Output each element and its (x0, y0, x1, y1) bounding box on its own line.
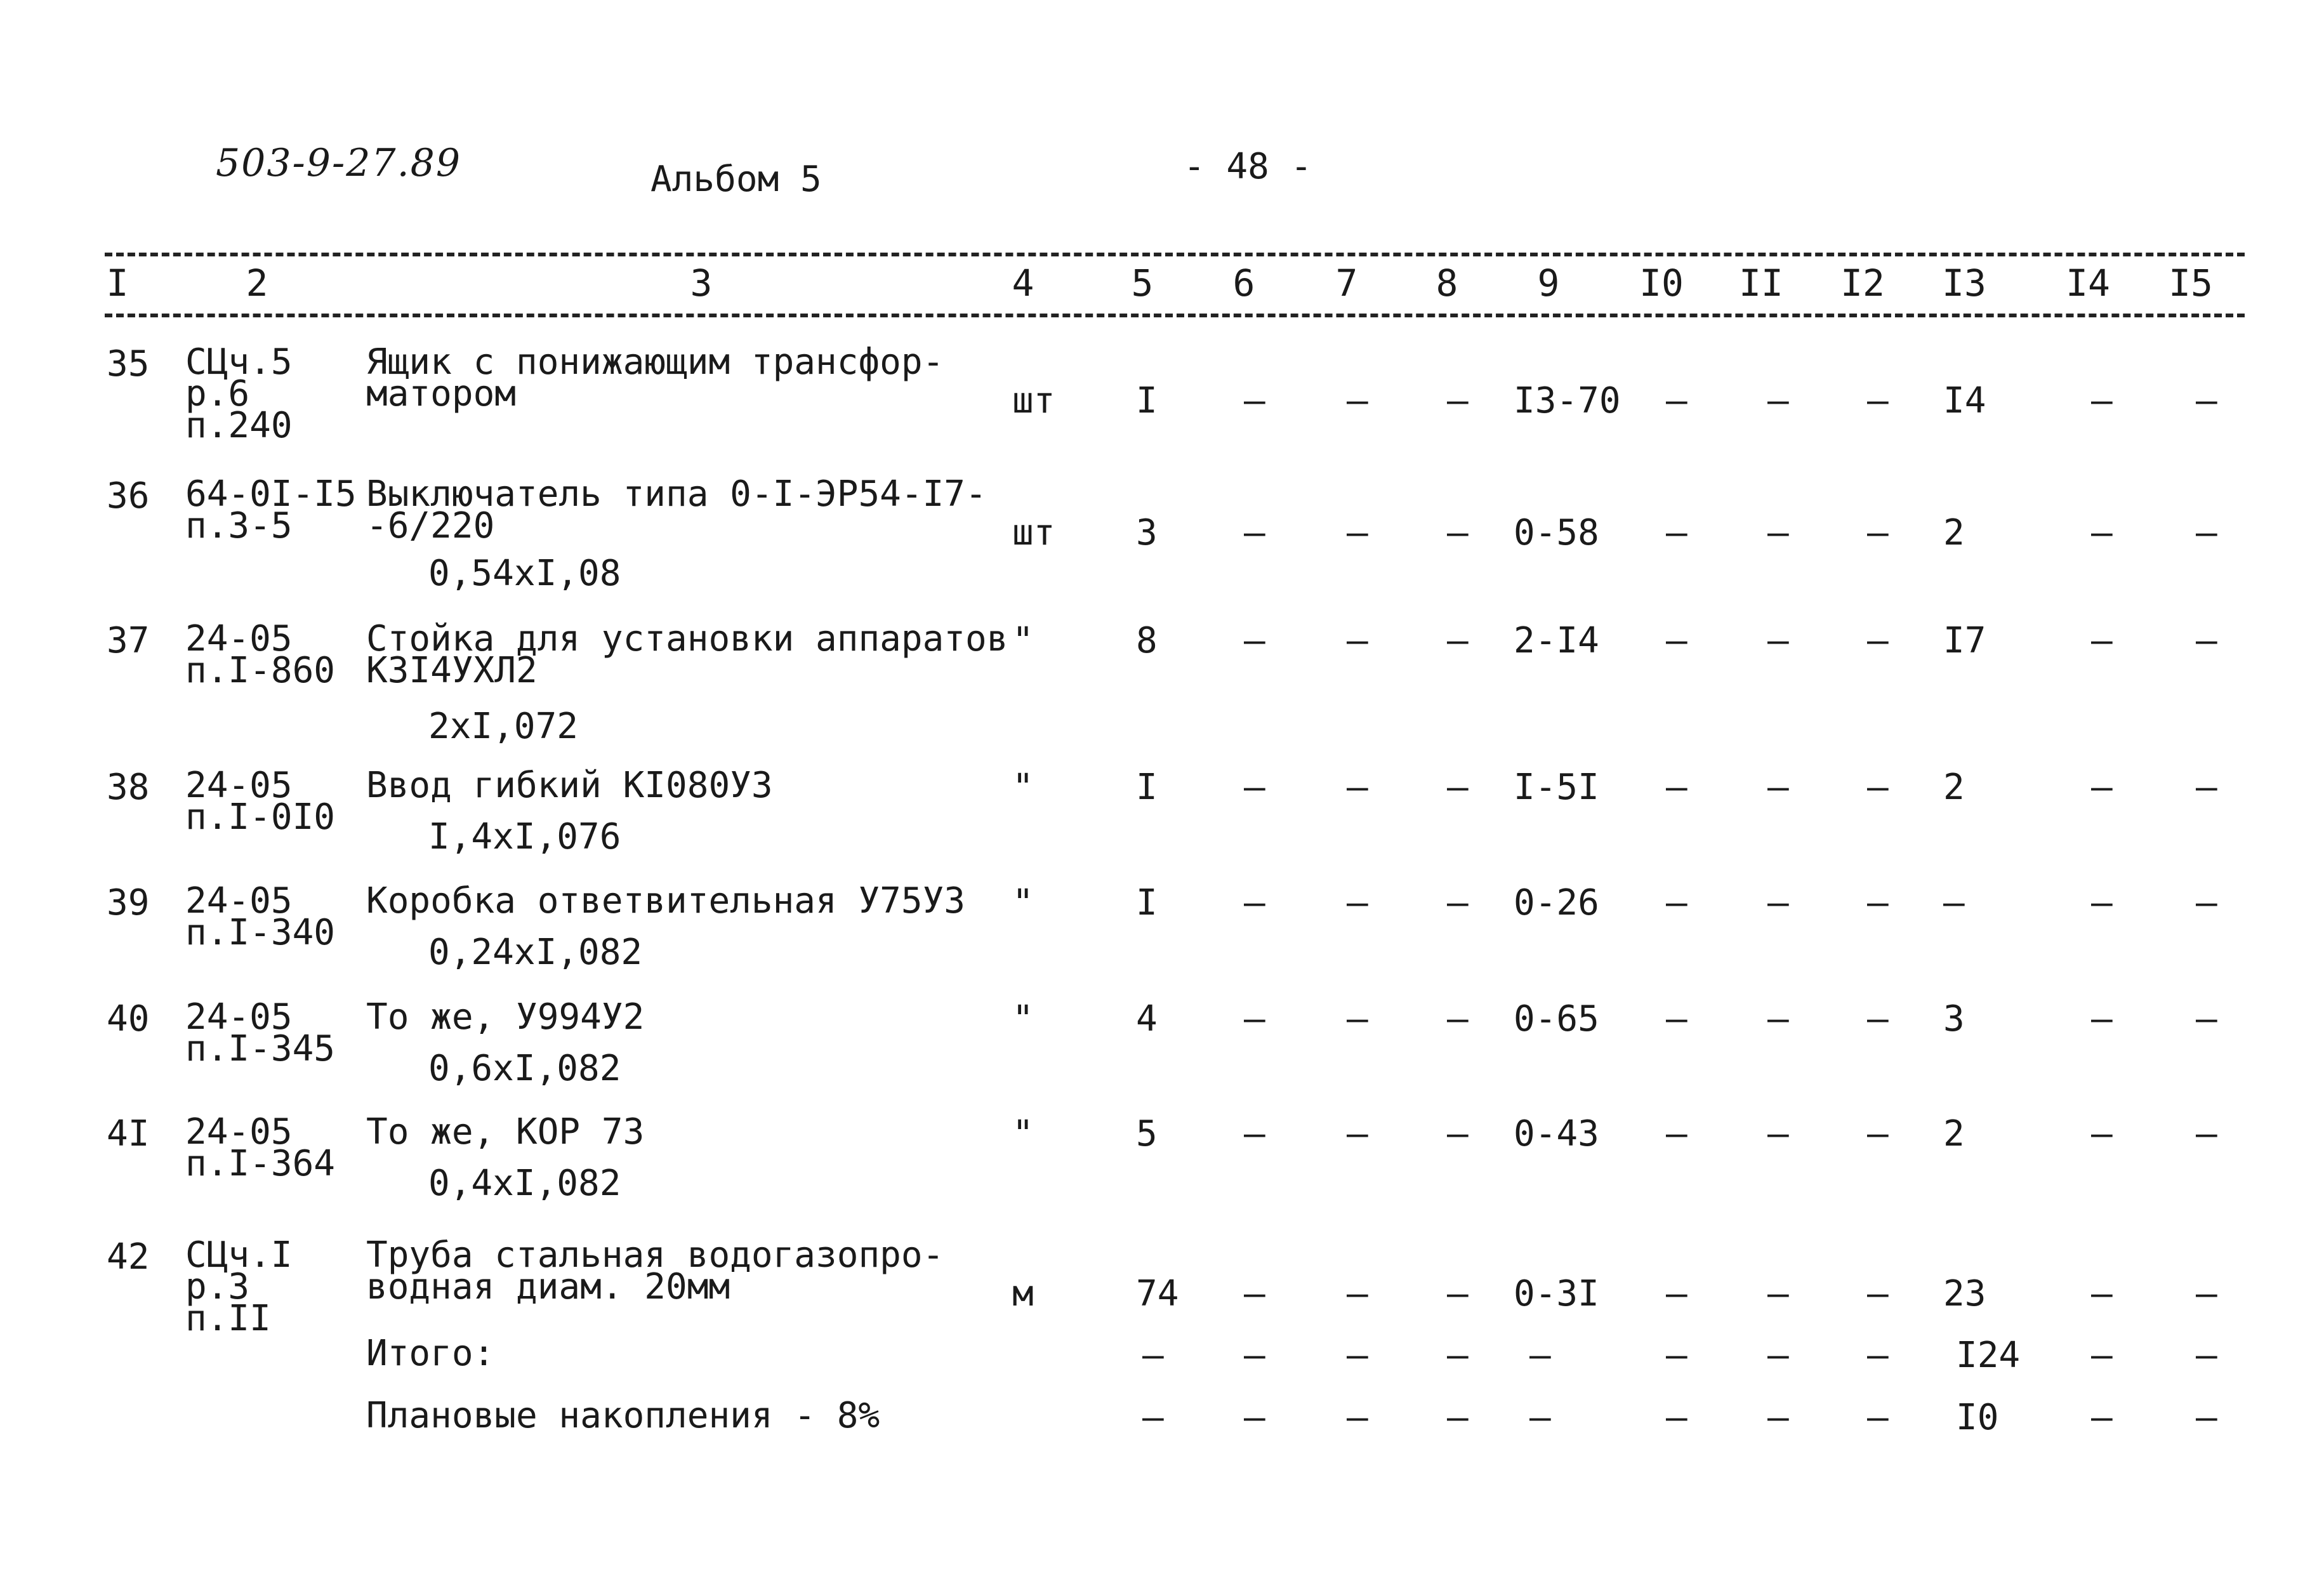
quantity: 8 (1136, 620, 1158, 661)
unit-of-measure: шт (1012, 380, 1055, 421)
row-number: 38 (107, 767, 150, 808)
column-9-value: 2-I4 (1514, 620, 1599, 661)
column-c14-value: – (2091, 1273, 2113, 1314)
reference-code-line: п.I-364 (185, 1143, 336, 1184)
column-c8-value: – (1447, 620, 1469, 661)
column-c8-value: – (1447, 380, 1469, 421)
item-description-line: То же, КОР 73 (366, 1111, 645, 1153)
column-c10-value: – (1666, 1397, 1687, 1438)
column-c12-value: – (1867, 1397, 1889, 1438)
unit-of-measure: " (1012, 767, 1034, 808)
quantity: 4 (1136, 998, 1158, 1040)
quantity: I (1136, 767, 1158, 808)
reference-code-line: 24-05 (185, 765, 293, 806)
column-header-1: I (106, 261, 129, 305)
column-9-value: 0-65 (1514, 998, 1599, 1040)
column-c14-value: – (2091, 380, 2113, 421)
item-description-line: водная диам. 20мм (366, 1266, 730, 1307)
column-c14-value: – (2091, 1397, 2113, 1438)
reference-code-line: п.240 (185, 405, 293, 446)
column-c12-value: – (1867, 620, 1889, 661)
item-description-line: Труба стальная водогазопро- (366, 1234, 944, 1276)
column-header-7: 7 (1335, 261, 1358, 305)
column-c6-value: – (1244, 1273, 1265, 1314)
item-dimensions: 0,54хI,08 (428, 553, 621, 594)
column-c11-value: – (1767, 1113, 1789, 1154)
column-c15-value: – (2196, 380, 2217, 421)
column-c7-value: – (1347, 1335, 1368, 1376)
column-c11-value: – (1767, 620, 1789, 661)
reference-code-line: п.I-0I0 (185, 797, 336, 838)
row-number: 4I (107, 1113, 150, 1154)
column-13-value: – (1943, 882, 1965, 923)
column-13-value: I7 (1943, 620, 1986, 661)
reference-code-line: 24-05 (185, 996, 293, 1038)
column-c12-value: – (1867, 512, 1889, 553)
reference-code-line: п.I-345 (185, 1028, 336, 1069)
quantity: 3 (1136, 512, 1158, 553)
item-description-line: Стойка для установки аппаратов (366, 618, 1008, 659)
column-13-value: 2 (1943, 1113, 1965, 1154)
header-bottom-rule (105, 314, 2245, 317)
column-header-8: 8 (1436, 261, 1458, 305)
column-13-value: I24 (1956, 1335, 2021, 1376)
quantity: I (1136, 882, 1158, 923)
column-c10-value: – (1666, 380, 1687, 421)
column-c11-value: – (1767, 767, 1789, 808)
column-c12-value: – (1867, 1335, 1889, 1376)
column-c6-value: – (1244, 882, 1265, 923)
column-9-value: – (1529, 1397, 1551, 1438)
column-c12-value: – (1867, 380, 1889, 421)
header-top-rule (105, 253, 2245, 256)
column-13-value: 2 (1943, 767, 1965, 808)
column-c14-value: – (2091, 1113, 2113, 1154)
column-c7-value: – (1347, 998, 1368, 1040)
item-description-line: Выключатель типа 0-I-ЭР54-I7- (366, 473, 987, 515)
row-number: 42 (107, 1236, 150, 1278)
column-header-6: 6 (1232, 261, 1255, 305)
quantity: 74 (1136, 1273, 1179, 1314)
column-c15-value: – (2196, 1113, 2217, 1154)
item-description-line: -6/220 (366, 505, 495, 546)
column-c6-value: – (1244, 620, 1265, 661)
column-c10-value: – (1666, 767, 1687, 808)
totals-label: Плановые накопления - 8% (366, 1395, 880, 1436)
reference-code-line: 24-05 (185, 618, 293, 659)
column-c8-value: – (1447, 767, 1469, 808)
column-c15-value: – (2196, 620, 2217, 661)
unit-of-measure: " (1012, 882, 1034, 923)
column-header-5: 5 (1131, 261, 1154, 305)
column-c7-value: – (1347, 512, 1368, 553)
column-c14-value: – (2091, 882, 2113, 923)
column-c11-value: – (1767, 380, 1789, 421)
column-c7-value: – (1347, 882, 1368, 923)
column-c6-value: – (1244, 1397, 1265, 1438)
column-c12-value: – (1867, 1273, 1889, 1314)
column-header-11: II (1739, 261, 1783, 305)
page-number: - 48 - (1184, 146, 1312, 187)
column-header-9: 9 (1537, 261, 1560, 305)
column-c11-value: – (1767, 1397, 1789, 1438)
quantity: 5 (1136, 1113, 1158, 1154)
document-code: 503-9-27.89 (216, 141, 462, 185)
column-header-2: 2 (246, 261, 268, 305)
column-c7-value: – (1347, 1113, 1368, 1154)
item-dimensions: I,4хI,076 (428, 816, 621, 857)
column-c6-value: – (1244, 1335, 1265, 1376)
column-c6-value: – (1244, 512, 1265, 553)
totals-label: Итого: (366, 1333, 495, 1374)
column-9-value: 0-26 (1514, 882, 1599, 923)
quantity: I (1136, 380, 1158, 421)
item-description-line: То же, У994У2 (366, 996, 645, 1038)
column-c10-value: – (1666, 620, 1687, 661)
column-c15-value: – (2196, 1397, 2217, 1438)
column-header-3: 3 (690, 261, 713, 305)
unit-of-measure: " (1012, 620, 1034, 661)
column-c6-value: – (1244, 767, 1265, 808)
column-c8-value: – (1447, 1397, 1469, 1438)
item-dimensions: 0,24хI,082 (428, 932, 643, 973)
reference-code-line: р.3 (185, 1266, 250, 1307)
column-c7-value: – (1347, 1397, 1368, 1438)
column-c10-value: – (1666, 998, 1687, 1040)
column-c15-value: – (2196, 1335, 2217, 1376)
column-c11-value: – (1767, 998, 1789, 1040)
column-c11-value: – (1767, 1335, 1789, 1376)
column-c14-value: – (2091, 1335, 2113, 1376)
unit-of-measure: " (1012, 998, 1034, 1040)
column-c6-value: – (1244, 1113, 1265, 1154)
column-13-value: 2 (1943, 512, 1965, 553)
reference-code-line: п.3-5 (185, 505, 293, 546)
reference-code-line: 24-05 (185, 1111, 293, 1153)
column-c8-value: – (1447, 882, 1469, 923)
column-9-value: 0-58 (1514, 512, 1599, 553)
column-c10-value: – (1666, 1335, 1687, 1376)
column-9-value: 0-43 (1514, 1113, 1599, 1154)
column-c8-value: – (1447, 998, 1469, 1040)
row-number: 37 (107, 620, 150, 661)
column-9-value: I-5I (1514, 767, 1599, 808)
column-13-value: 23 (1943, 1273, 1986, 1314)
column-header-10: I0 (1639, 261, 1684, 305)
quantity: – (1142, 1335, 1164, 1376)
column-c10-value: – (1666, 1273, 1687, 1314)
column-c8-value: – (1447, 1273, 1469, 1314)
item-description-line: Ящик с понижающим трансфор- (366, 341, 944, 383)
reference-code-line: р.6 (185, 373, 250, 414)
column-9-value: I3-70 (1514, 380, 1621, 421)
column-c8-value: – (1447, 1335, 1469, 1376)
row-number: 36 (107, 475, 150, 517)
column-c7-value: – (1347, 767, 1368, 808)
column-c15-value: – (2196, 998, 2217, 1040)
reference-code-line: п.II (185, 1298, 271, 1339)
column-c10-value: – (1666, 1113, 1687, 1154)
column-c8-value: – (1447, 512, 1469, 553)
column-c14-value: – (2091, 998, 2113, 1040)
column-c10-value: – (1666, 882, 1687, 923)
column-c12-value: – (1867, 1113, 1889, 1154)
item-description-line: К3I4УХЛ2 (366, 650, 538, 691)
column-header-13: I3 (1942, 261, 1986, 305)
column-13-value: I0 (1956, 1397, 1999, 1438)
unit-of-measure: шт (1012, 512, 1055, 553)
column-header-12: I2 (1840, 261, 1885, 305)
column-13-value: 3 (1943, 998, 1965, 1040)
row-number: 40 (107, 998, 150, 1040)
item-dimensions: 2хI,072 (428, 706, 579, 747)
column-c14-value: – (2091, 512, 2113, 553)
column-c10-value: – (1666, 512, 1687, 553)
album-label: Альбом 5 (650, 159, 822, 200)
column-c14-value: – (2091, 620, 2113, 661)
column-c12-value: – (1867, 767, 1889, 808)
column-c12-value: – (1867, 882, 1889, 923)
quantity: – (1142, 1397, 1164, 1438)
reference-code-line: СЦч.5 (185, 341, 293, 383)
column-c7-value: – (1347, 1273, 1368, 1314)
column-c15-value: – (2196, 1273, 2217, 1314)
reference-code-line: п.I-340 (185, 912, 336, 953)
column-c7-value: – (1347, 620, 1368, 661)
column-header-14: I4 (2066, 261, 2110, 305)
row-number: 35 (107, 343, 150, 385)
unit-of-measure: м (1012, 1273, 1034, 1314)
column-c7-value: – (1347, 380, 1368, 421)
column-c8-value: – (1447, 1113, 1469, 1154)
column-c11-value: – (1767, 882, 1789, 923)
reference-code-line: 64-0I-I5 (185, 473, 357, 515)
reference-code-line: 24-05 (185, 880, 293, 922)
reference-code-line: СЦч.I (185, 1234, 293, 1276)
column-c14-value: – (2091, 767, 2113, 808)
item-dimensions: 0,4хI,082 (428, 1163, 621, 1204)
column-c11-value: – (1767, 512, 1789, 553)
item-description-line: Ввод гибкий КI080У3 (366, 765, 773, 806)
column-9-value: – (1529, 1335, 1551, 1376)
reference-code-line: п.I-860 (185, 650, 336, 691)
column-c11-value: – (1767, 1273, 1789, 1314)
item-dimensions: 0,6хI,082 (428, 1048, 621, 1089)
item-description-line: матором (366, 373, 517, 414)
column-c15-value: – (2196, 767, 2217, 808)
column-13-value: I4 (1943, 380, 1986, 421)
column-c6-value: – (1244, 380, 1265, 421)
item-description-line: Коробка ответвительная У75У3 (366, 880, 966, 922)
column-header-15: I5 (2169, 261, 2213, 305)
column-c6-value: – (1244, 998, 1265, 1040)
column-header-4: 4 (1012, 261, 1034, 305)
column-9-value: 0-3I (1514, 1273, 1599, 1314)
column-c15-value: – (2196, 882, 2217, 923)
column-c15-value: – (2196, 512, 2217, 553)
column-c12-value: – (1867, 998, 1889, 1040)
row-number: 39 (107, 882, 150, 923)
unit-of-measure: " (1012, 1113, 1034, 1154)
